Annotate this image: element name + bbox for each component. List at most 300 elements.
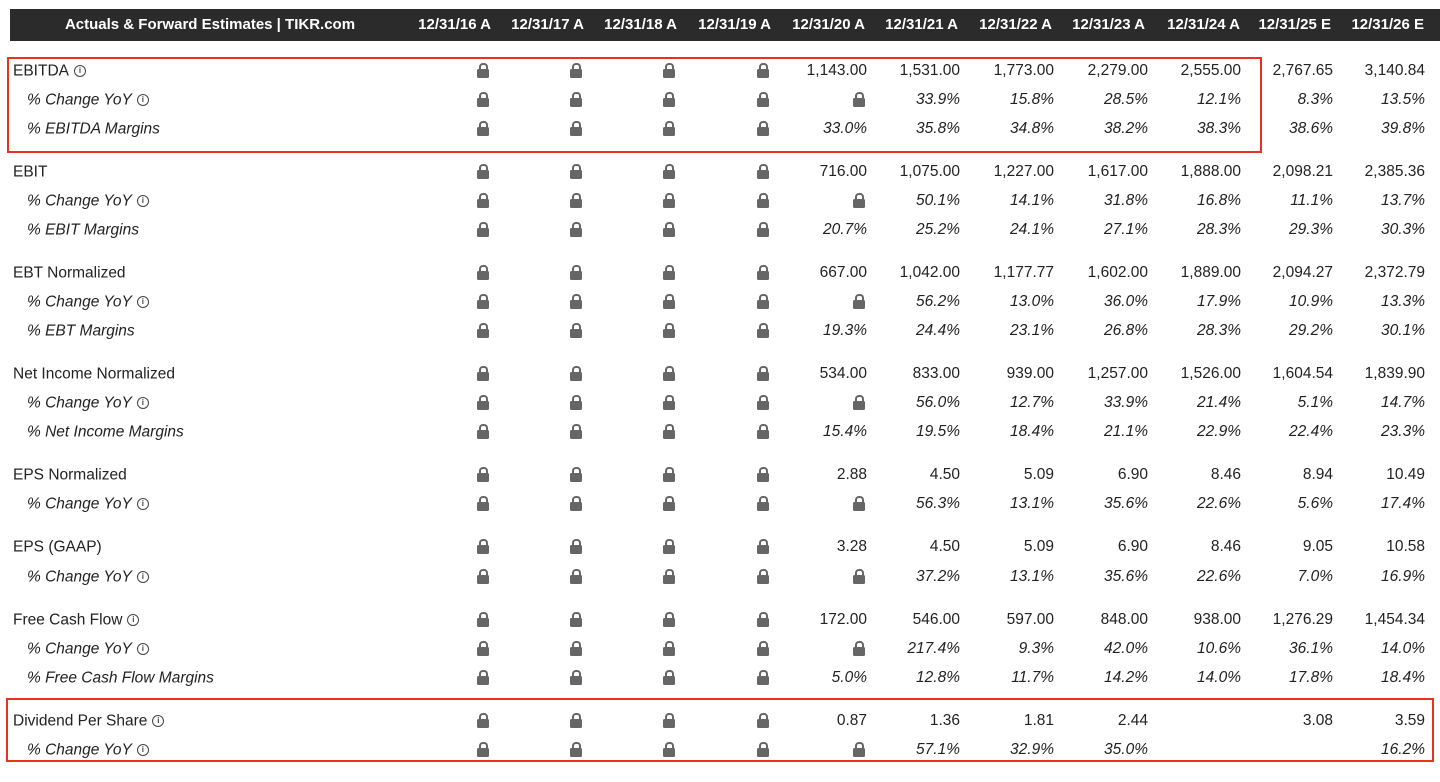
locked-cell[interactable]: [587, 532, 677, 561]
value-cell: 23.1%: [1010, 322, 1054, 339]
value-cell: 29.2%: [1289, 322, 1333, 339]
locked-cell[interactable]: [681, 605, 771, 634]
lock-icon: [757, 366, 769, 381]
lock-icon: [663, 424, 675, 439]
locked-cell[interactable]: [587, 735, 677, 764]
value-cell: 1,257.00: [1087, 365, 1148, 382]
locked-cell[interactable]: [401, 706, 491, 735]
lock-icon: [663, 222, 675, 237]
value-cell: 546.00: [912, 611, 960, 628]
lock-icon: [570, 193, 582, 208]
lock-icon: [570, 424, 582, 439]
locked-cell[interactable]: [681, 316, 771, 345]
value-cell: 15.8%: [1010, 91, 1054, 108]
row-label[interactable]: [13, 258, 126, 287]
locked-cell[interactable]: [401, 114, 491, 143]
info-icon[interactable]: i: [137, 571, 149, 583]
locked-cell[interactable]: [494, 634, 584, 663]
value-cell: 24.4%: [916, 322, 960, 339]
value-cell: 4.50: [929, 466, 960, 483]
locked-cell[interactable]: [494, 489, 584, 518]
row-label[interactable]: [13, 56, 86, 85]
locked-cell[interactable]: [681, 186, 771, 215]
column-header-3[interactable]: 12/31/19 A: [698, 16, 771, 33]
value-cell: [1243, 735, 1333, 764]
locked-cell[interactable]: [587, 634, 677, 663]
locked-cell[interactable]: [401, 215, 491, 244]
info-icon[interactable]: i: [127, 614, 139, 626]
lock-icon: [663, 265, 675, 280]
row-label-text: EBITDA: [13, 62, 69, 80]
locked-cell[interactable]: [587, 460, 677, 489]
column-header-9[interactable]: 12/31/25 E: [1258, 16, 1331, 33]
value-cell: 57.1%: [916, 741, 960, 758]
row-label-text: % Change YoY: [27, 192, 132, 210]
value-cell: 6.90: [1117, 538, 1148, 555]
lock-icon: [757, 323, 769, 338]
lock-icon: [757, 121, 769, 136]
row-label-text: % Free Cash Flow Margins: [27, 669, 214, 687]
locked-cell[interactable]: [681, 56, 771, 85]
value-cell: 1,075.00: [899, 163, 960, 180]
locked-cell[interactable]: [494, 287, 584, 316]
row-label[interactable]: [13, 157, 47, 186]
column-header-10[interactable]: 12/31/26 E: [1351, 16, 1424, 33]
value-cell: 1,531.00: [899, 62, 960, 79]
row-label[interactable]: [27, 562, 149, 591]
locked-cell[interactable]: [777, 287, 867, 316]
locked-cell[interactable]: [494, 359, 584, 388]
value-cell: 172.00: [819, 611, 867, 628]
lock-icon: [757, 222, 769, 237]
lock-icon: [570, 395, 582, 410]
locked-cell[interactable]: [587, 706, 677, 735]
value-cell: 3.28: [836, 538, 867, 555]
locked-cell[interactable]: [401, 532, 491, 561]
locked-cell[interactable]: [681, 489, 771, 518]
lock-icon: [757, 539, 769, 554]
value-cell: 17.8%: [1289, 669, 1333, 686]
value-cell: 1,617.00: [1087, 163, 1148, 180]
value-cell: 1,042.00: [899, 264, 960, 281]
locked-cell[interactable]: [587, 287, 677, 316]
value-cell: 2.44: [1117, 712, 1148, 729]
lock-icon: [570, 670, 582, 685]
lock-icon: [663, 670, 675, 685]
lock-icon: [570, 539, 582, 554]
locked-cell[interactable]: [777, 85, 867, 114]
value-cell: 12.7%: [1010, 394, 1054, 411]
locked-cell[interactable]: [681, 215, 771, 244]
locked-cell[interactable]: [401, 605, 491, 634]
locked-cell[interactable]: [681, 562, 771, 591]
value-cell: 1.36: [929, 712, 960, 729]
value-cell: 1.81: [1023, 712, 1054, 729]
lock-icon: [570, 569, 582, 584]
row-label[interactable]: [27, 735, 149, 764]
row-label[interactable]: [13, 706, 164, 735]
lock-icon: [757, 467, 769, 482]
locked-cell[interactable]: [681, 663, 771, 692]
lock-icon: [757, 63, 769, 78]
locked-cell[interactable]: [494, 56, 584, 85]
locked-cell[interactable]: [777, 634, 867, 663]
lock-icon: [477, 193, 489, 208]
value-cell: 1,143.00: [806, 62, 867, 79]
lock-icon: [757, 742, 769, 757]
locked-cell[interactable]: [587, 316, 677, 345]
value-cell: 38.3%: [1197, 120, 1241, 137]
locked-cell[interactable]: [401, 562, 491, 591]
lock-icon: [570, 641, 582, 656]
lock-icon: [570, 164, 582, 179]
value-cell: 4.50: [929, 538, 960, 555]
lock-icon: [663, 612, 675, 627]
lock-icon: [757, 641, 769, 656]
value-cell: 2,094.27: [1272, 264, 1333, 281]
value-cell: 5.09: [1023, 466, 1054, 483]
row-label[interactable]: [27, 85, 149, 114]
row-label-text: EBT Normalized: [13, 264, 126, 282]
lock-icon: [757, 193, 769, 208]
row-label[interactable]: [27, 316, 135, 345]
value-cell: 3.59: [1394, 712, 1425, 729]
lock-icon: [570, 713, 582, 728]
locked-cell[interactable]: [494, 663, 584, 692]
value-cell: 1,773.00: [993, 62, 1054, 79]
locked-cell[interactable]: [401, 359, 491, 388]
locked-cell[interactable]: [494, 388, 584, 417]
locked-cell[interactable]: [401, 287, 491, 316]
lock-icon: [477, 63, 489, 78]
row-label[interactable]: [27, 417, 184, 446]
lock-icon: [477, 92, 489, 107]
value-cell: 18.4%: [1381, 669, 1425, 686]
locked-cell[interactable]: [681, 417, 771, 446]
column-header-6[interactable]: 12/31/22 A: [979, 16, 1052, 33]
table-row: [0, 114, 1440, 143]
value-cell: 38.6%: [1289, 120, 1333, 137]
column-header-1[interactable]: 12/31/17 A: [511, 16, 584, 33]
table-row: [0, 605, 1440, 634]
locked-cell[interactable]: [494, 532, 584, 561]
lock-icon: [663, 742, 675, 757]
value-cell: 13.0%: [1010, 293, 1054, 310]
info-icon[interactable]: i: [137, 94, 149, 106]
locked-cell[interactable]: [401, 417, 491, 446]
value-cell: 33.9%: [916, 91, 960, 108]
lock-icon: [663, 569, 675, 584]
value-cell: 10.49: [1386, 466, 1425, 483]
locked-cell[interactable]: [494, 706, 584, 735]
value-cell: 11.7%: [1011, 669, 1054, 686]
value-cell: 24.1%: [1010, 221, 1054, 238]
locked-cell[interactable]: [587, 359, 677, 388]
lock-icon: [757, 496, 769, 511]
value-cell: 2.88: [836, 466, 867, 483]
value-cell: 36.0%: [1104, 293, 1148, 310]
locked-cell[interactable]: [494, 562, 584, 591]
table-row: [0, 316, 1440, 345]
lock-icon: [757, 612, 769, 627]
row-label[interactable]: [27, 287, 149, 316]
value-cell: 22.9%: [1197, 423, 1241, 440]
lock-icon: [570, 265, 582, 280]
locked-cell[interactable]: [777, 388, 867, 417]
locked-cell[interactable]: [681, 706, 771, 735]
lock-icon: [757, 424, 769, 439]
locked-cell[interactable]: [777, 489, 867, 518]
locked-cell[interactable]: [401, 316, 491, 345]
locked-cell[interactable]: [587, 417, 677, 446]
lock-icon: [663, 323, 675, 338]
value-cell: 18.4%: [1010, 423, 1054, 440]
value-cell: 21.1%: [1104, 423, 1148, 440]
info-icon[interactable]: i: [74, 65, 86, 77]
lock-icon: [477, 713, 489, 728]
value-cell: 10.9%: [1289, 293, 1333, 310]
locked-cell[interactable]: [494, 215, 584, 244]
value-cell: 8.46: [1210, 466, 1241, 483]
locked-cell[interactable]: [681, 114, 771, 143]
locked-cell[interactable]: [494, 258, 584, 287]
lock-icon: [477, 121, 489, 136]
value-cell: 5.1%: [1297, 394, 1333, 411]
row-label[interactable]: [27, 114, 160, 143]
value-cell: 28.5%: [1104, 91, 1148, 108]
lock-icon: [663, 641, 675, 656]
value-cell: 25.2%: [916, 221, 960, 238]
value-cell: 2,555.00: [1180, 62, 1241, 79]
locked-cell[interactable]: [777, 735, 867, 764]
locked-cell[interactable]: [587, 215, 677, 244]
value-cell: 5.6%: [1297, 495, 1333, 512]
table-row: [0, 663, 1440, 692]
table-row: [0, 562, 1440, 591]
row-label[interactable]: [27, 663, 214, 692]
value-cell: 10.58: [1386, 538, 1425, 555]
value-cell: 56.3%: [916, 495, 960, 512]
value-cell: 716.00: [819, 163, 867, 180]
value-cell: 27.1%: [1104, 221, 1148, 238]
value-cell: 667.00: [819, 264, 867, 281]
locked-cell[interactable]: [494, 735, 584, 764]
value-cell: 13.1%: [1010, 568, 1054, 585]
info-icon[interactable]: i: [137, 744, 149, 756]
value-cell: 939.00: [1006, 365, 1054, 382]
locked-cell[interactable]: [681, 157, 771, 186]
value-cell: 15.4%: [823, 423, 867, 440]
value-cell: 35.8%: [916, 120, 960, 137]
value-cell: 3.08: [1302, 712, 1333, 729]
value-cell: 597.00: [1006, 611, 1054, 628]
table-header: [10, 9, 1440, 41]
row-label[interactable]: [27, 634, 149, 663]
locked-cell[interactable]: [401, 85, 491, 114]
locked-cell[interactable]: [681, 460, 771, 489]
row-label-text: EPS Normalized: [13, 466, 127, 484]
value-cell: 13.1%: [1010, 495, 1054, 512]
row-label-text: % Change YoY: [27, 741, 132, 759]
locked-cell[interactable]: [681, 388, 771, 417]
info-icon[interactable]: i: [137, 397, 149, 409]
row-label[interactable]: [13, 532, 102, 561]
value-cell: 2,098.21: [1272, 163, 1333, 180]
table-row: [0, 735, 1440, 764]
value-cell: 13.5%: [1381, 91, 1425, 108]
info-icon[interactable]: i: [152, 715, 164, 727]
locked-cell[interactable]: [401, 388, 491, 417]
locked-cell[interactable]: [494, 157, 584, 186]
value-cell: 38.2%: [1104, 120, 1148, 137]
column-header-0[interactable]: 12/31/16 A: [418, 16, 491, 33]
info-icon[interactable]: i: [137, 195, 149, 207]
table-row: [0, 287, 1440, 316]
table-row: [0, 634, 1440, 663]
locked-cell[interactable]: [681, 287, 771, 316]
locked-cell[interactable]: [587, 85, 677, 114]
locked-cell[interactable]: [494, 114, 584, 143]
locked-cell[interactable]: [401, 460, 491, 489]
value-cell: 14.1%: [1010, 192, 1054, 209]
value-cell: 56.2%: [916, 293, 960, 310]
value-cell: 8.94: [1302, 466, 1333, 483]
locked-cell[interactable]: [681, 735, 771, 764]
lock-icon: [477, 366, 489, 381]
locked-cell[interactable]: [401, 186, 491, 215]
table-row: [0, 388, 1440, 417]
lock-icon: [570, 496, 582, 511]
row-label-text: % Change YoY: [27, 640, 132, 658]
value-cell: 20.7%: [823, 221, 867, 238]
lock-icon: [757, 294, 769, 309]
locked-cell[interactable]: [401, 735, 491, 764]
value-cell: 1,888.00: [1180, 163, 1241, 180]
value-cell: 37.2%: [916, 568, 960, 585]
locked-cell[interactable]: [401, 56, 491, 85]
lock-icon: [570, 294, 582, 309]
value-cell: 34.8%: [1010, 120, 1054, 137]
lock-icon: [477, 395, 489, 410]
locked-cell[interactable]: [587, 489, 677, 518]
lock-icon: [757, 164, 769, 179]
table-row: [0, 460, 1440, 489]
info-icon[interactable]: i: [137, 643, 149, 655]
lock-icon: [663, 164, 675, 179]
locked-cell[interactable]: [587, 186, 677, 215]
column-header-7[interactable]: 12/31/23 A: [1072, 16, 1145, 33]
lock-icon: [853, 569, 865, 584]
lock-icon: [757, 92, 769, 107]
locked-cell[interactable]: [494, 605, 584, 634]
locked-cell[interactable]: [494, 417, 584, 446]
locked-cell[interactable]: [494, 186, 584, 215]
locked-cell[interactable]: [587, 388, 677, 417]
lock-icon: [477, 164, 489, 179]
locked-cell[interactable]: [494, 316, 584, 345]
locked-cell[interactable]: [777, 186, 867, 215]
locked-cell[interactable]: [681, 85, 771, 114]
value-cell: 1,526.00: [1180, 365, 1241, 382]
row-label[interactable]: [27, 489, 149, 518]
locked-cell[interactable]: [681, 634, 771, 663]
value-cell: 14.0%: [1197, 669, 1241, 686]
lock-icon: [853, 92, 865, 107]
locked-cell[interactable]: [587, 157, 677, 186]
value-cell: 35.6%: [1104, 568, 1148, 585]
locked-cell[interactable]: [587, 562, 677, 591]
lock-icon: [853, 641, 865, 656]
row-label[interactable]: [27, 186, 149, 215]
row-label-text: Net Income Normalized: [13, 365, 175, 383]
column-header-4[interactable]: 12/31/20 A: [792, 16, 865, 33]
column-header-2[interactable]: 12/31/18 A: [604, 16, 677, 33]
table-row: [0, 215, 1440, 244]
lock-icon: [477, 323, 489, 338]
locked-cell[interactable]: [777, 562, 867, 591]
lock-icon: [663, 713, 675, 728]
lock-icon: [477, 294, 489, 309]
info-icon[interactable]: i: [137, 296, 149, 308]
row-label[interactable]: [13, 359, 175, 388]
value-cell: 5.0%: [831, 669, 867, 686]
locked-cell[interactable]: [587, 56, 677, 85]
locked-cell[interactable]: [681, 359, 771, 388]
lock-icon: [757, 713, 769, 728]
table-row: [0, 85, 1440, 114]
value-cell: 833.00: [912, 365, 960, 382]
lock-icon: [663, 92, 675, 107]
lock-icon: [757, 395, 769, 410]
locked-cell[interactable]: [587, 605, 677, 634]
row-label[interactable]: [27, 215, 139, 244]
value-cell: 22.6%: [1197, 495, 1241, 512]
table-row: [0, 489, 1440, 518]
locked-cell[interactable]: [681, 532, 771, 561]
locked-cell[interactable]: [494, 85, 584, 114]
locked-cell[interactable]: [401, 663, 491, 692]
lock-icon: [570, 222, 582, 237]
locked-cell[interactable]: [587, 114, 677, 143]
value-cell: 2,767.65: [1272, 62, 1333, 79]
row-label[interactable]: [13, 460, 127, 489]
locked-cell[interactable]: [401, 634, 491, 663]
row-label[interactable]: [13, 605, 139, 634]
locked-cell[interactable]: [401, 157, 491, 186]
lock-icon: [570, 323, 582, 338]
column-header-8[interactable]: 12/31/24 A: [1167, 16, 1240, 33]
locked-cell[interactable]: [401, 489, 491, 518]
row-label[interactable]: [27, 388, 149, 417]
lock-icon: [853, 395, 865, 410]
info-icon[interactable]: i: [137, 498, 149, 510]
value-cell: 12.1%: [1197, 91, 1241, 108]
lock-icon: [853, 496, 865, 511]
locked-cell[interactable]: [587, 663, 677, 692]
locked-cell[interactable]: [494, 460, 584, 489]
locked-cell[interactable]: [681, 258, 771, 287]
value-cell: 12.8%: [916, 669, 960, 686]
locked-cell[interactable]: [587, 258, 677, 287]
row-label-text: % EBITDA Margins: [27, 120, 160, 138]
lock-icon: [853, 294, 865, 309]
lock-icon: [477, 670, 489, 685]
locked-cell[interactable]: [401, 258, 491, 287]
column-header-5[interactable]: 12/31/21 A: [885, 16, 958, 33]
value-cell: 28.3%: [1197, 322, 1241, 339]
lock-icon: [853, 742, 865, 757]
value-cell: 17.9%: [1197, 293, 1241, 310]
